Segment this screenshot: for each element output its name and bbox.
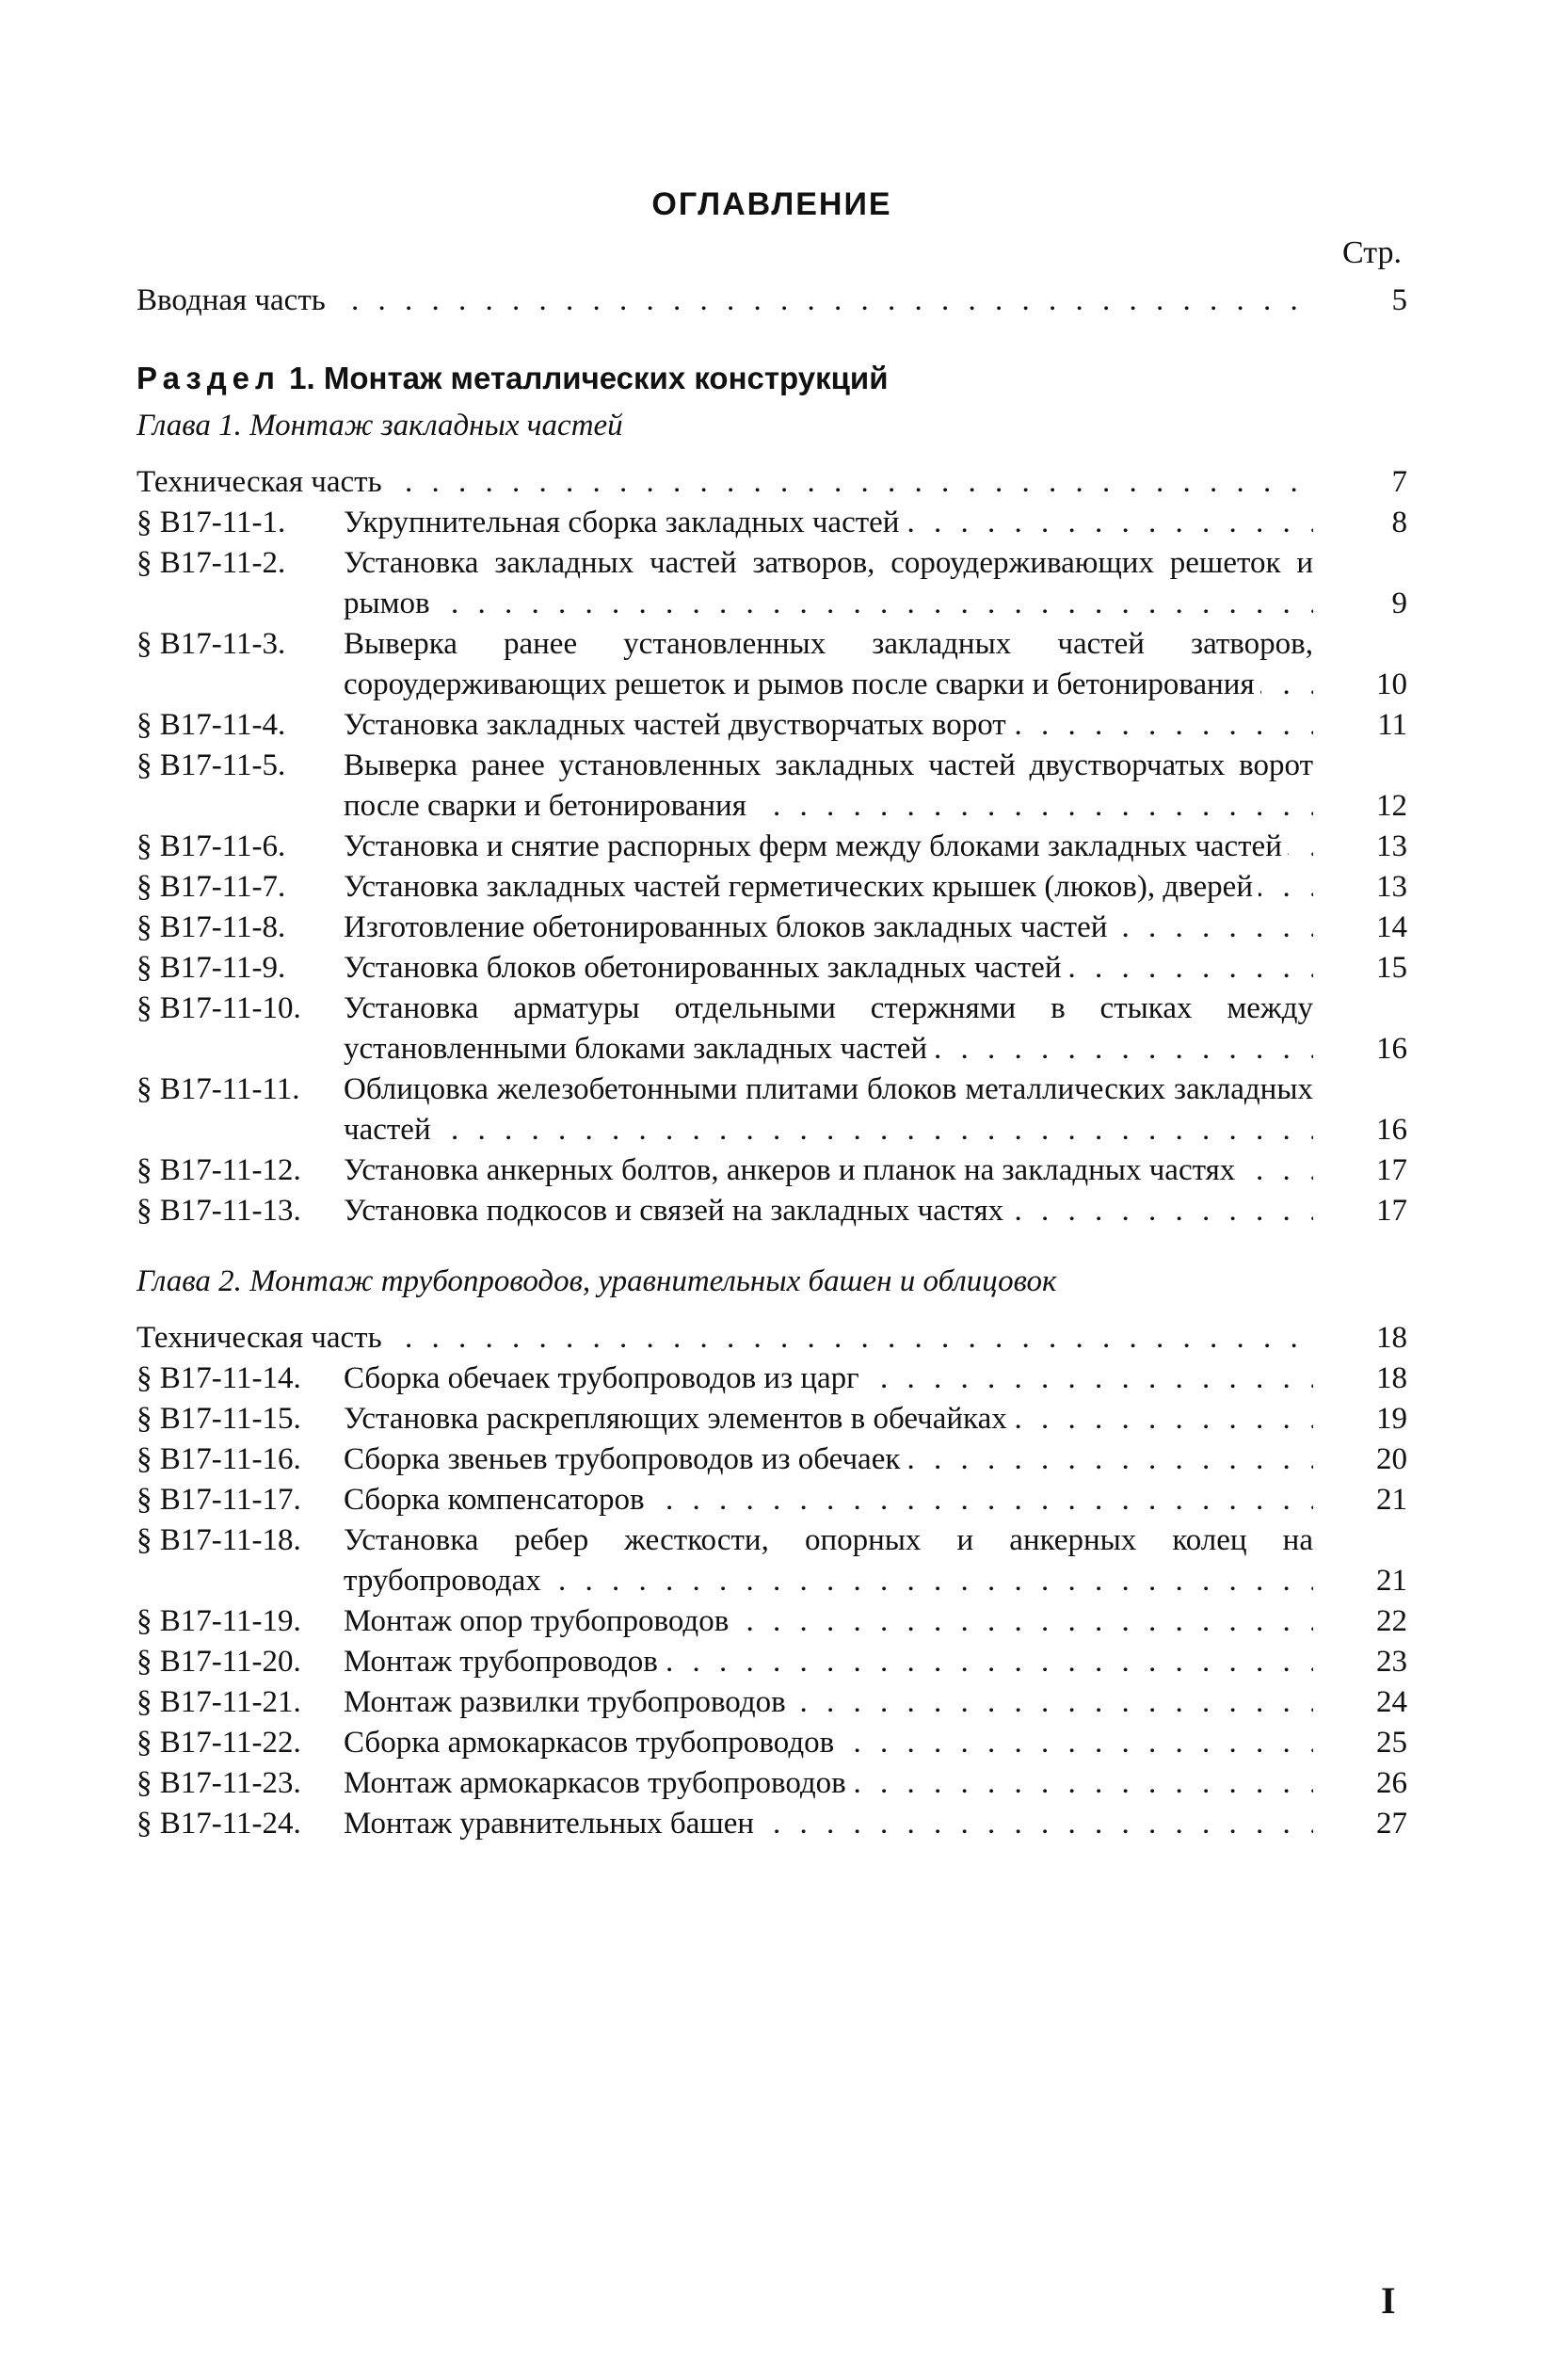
- toc-entry-text: Техническая часть . . .: [136, 462, 1313, 503]
- toc-page-number: 15: [1376, 951, 1407, 985]
- toc-section-code: § В17-11-19.: [136, 1604, 301, 1638]
- toc-entry-text: Сборка армокаркасов трубопроводов . . .: [344, 1723, 1313, 1763]
- toc-page-number: 18: [1376, 1361, 1407, 1395]
- toc-entry-text: Установка раскрепляющих элементов в обечайках . . .: [344, 1399, 1313, 1439]
- toc-page-number: 19: [1376, 1402, 1407, 1436]
- toc-page-number: 20: [1376, 1442, 1407, 1476]
- toc-page-number: 12: [1376, 789, 1407, 823]
- toc-row[interactable]: [136, 1804, 1407, 1844]
- toc-row[interactable]: [136, 543, 1407, 624]
- toc-row[interactable]: [136, 989, 1407, 1069]
- chapter-2-list: [136, 1359, 1407, 1844]
- chapter-heading-1: Глава 1. Монтаж закладных частей: [136, 409, 623, 442]
- toc-row-ch2-tech[interactable]: [136, 1318, 1407, 1359]
- toc-page-number: 27: [1376, 1807, 1407, 1841]
- toc-page-number: 21: [1376, 1483, 1407, 1517]
- chapter-1-list: [136, 503, 1407, 1231]
- toc-section-code: § В17-11-1.: [136, 506, 286, 539]
- toc-section-code: § В17-11-22.: [136, 1726, 301, 1760]
- toc-section-code: § В17-11-5.: [136, 748, 286, 782]
- toc-entry-text: Установка анкерных болтов, анкеров и планок на закладных частях . . .: [344, 1150, 1313, 1191]
- toc-row[interactable]: [136, 1763, 1407, 1804]
- toc-page-number: 18: [1376, 1321, 1407, 1355]
- toc-page-number: 5: [1391, 283, 1407, 317]
- toc-row[interactable]: [136, 705, 1407, 746]
- section-heading: [136, 361, 1407, 404]
- chapter-heading-2: Глава 2. Монтаж трубопроводов, уравнительных башен и облицовок: [136, 1264, 1057, 1298]
- section-title: Монтаж металлических конструкций: [323, 361, 889, 395]
- toc-row[interactable]: [136, 1150, 1407, 1191]
- toc-row[interactable]: [136, 827, 1407, 867]
- toc-row[interactable]: [136, 1069, 1407, 1150]
- toc-row[interactable]: [136, 1723, 1407, 1763]
- toc-section-code: § В17-11-8.: [136, 910, 286, 944]
- toc-section-code: § В17-11-7.: [136, 870, 286, 904]
- toc-page-number: 17: [1376, 1194, 1407, 1228]
- toc-entry-text: Техническая часть . . .: [136, 1318, 1313, 1359]
- toc-row[interactable]: [136, 908, 1407, 948]
- toc-page-number: 17: [1376, 1153, 1407, 1187]
- toc-section-code: § В17-11-24.: [136, 1807, 301, 1841]
- toc-row[interactable]: [136, 503, 1407, 543]
- toc-entry-text: Вводная часть . . .: [136, 281, 1313, 321]
- toc-page-number: 13: [1376, 870, 1407, 904]
- toc-row[interactable]: [136, 1439, 1407, 1480]
- toc-row[interactable]: [136, 1480, 1407, 1520]
- toc-page-number: 8: [1391, 506, 1407, 539]
- toc-row[interactable]: [136, 1359, 1407, 1399]
- toc-entry-text: Облицовка железобетонными плитами блоков металлических закладных частей . . .: [344, 1069, 1313, 1150]
- toc-row[interactable]: [136, 624, 1407, 705]
- toc-row[interactable]: [136, 1601, 1407, 1642]
- toc-entry-text: Установка закладных частей двустворчатых ворот . . .: [344, 705, 1313, 746]
- toc-section-code: § В17-11-21.: [136, 1685, 301, 1719]
- toc-entry-text: Сборка компенсаторов . . .: [344, 1480, 1313, 1520]
- toc-entry-text: Монтаж опор трубопроводов . . .: [344, 1601, 1313, 1642]
- toc-entry-text: Установка блоков обетонированных закладных частей . . .: [344, 948, 1313, 989]
- toc-entry-text: Установка и снятие распорных ферм между блоками закладных частей . . .: [344, 827, 1313, 867]
- toc-row[interactable]: [136, 948, 1407, 989]
- toc-entry-text: Выверка ранее установленных закладных частей затворов, сороудерживающих решеток и рымов после сварки и бетонирования . . .: [344, 624, 1313, 705]
- toc-entry-text: Установка арматуры отдельными стержнями в стыках между установленными блоками закладных частей . . .: [344, 989, 1313, 1069]
- toc-page-number: 26: [1376, 1766, 1407, 1800]
- toc-page-number: 21: [1376, 1564, 1407, 1598]
- toc-entry-text: Монтаж уравнительных башен . . .: [344, 1804, 1313, 1844]
- toc-row[interactable]: [136, 1520, 1407, 1601]
- toc-entry-text: Установка закладных частей затворов, сороудерживающих решеток и рымов . . .: [344, 543, 1313, 624]
- toc-section-code: § В17-11-17.: [136, 1483, 301, 1517]
- toc-page-number: 7: [1391, 465, 1407, 499]
- toc-section-code: § В17-11-11.: [136, 1072, 300, 1106]
- toc-entry-text: Изготовление обетонированных блоков закладных частей . . .: [344, 908, 1313, 948]
- toc-section-code: § В17-11-20.: [136, 1645, 301, 1679]
- toc-page-number: 13: [1376, 829, 1407, 863]
- toc-section-code: § В17-11-23.: [136, 1766, 301, 1800]
- toc-page-number: 24: [1376, 1685, 1407, 1719]
- page-column-label: Стр.: [1341, 235, 1402, 270]
- toc-section-code: § В17-11-18.: [136, 1523, 301, 1557]
- toc-page-number: 10: [1376, 667, 1407, 701]
- toc-entry-text: Монтаж трубопроводов . . .: [344, 1642, 1313, 1682]
- toc-page-number: 9: [1391, 587, 1407, 620]
- toc-section-code: § В17-11-13.: [136, 1194, 301, 1228]
- toc-entry-text: Сборка звеньев трубопроводов из обечаек . . .: [344, 1439, 1313, 1480]
- toc-section-code: § В17-11-12.: [136, 1153, 301, 1187]
- toc-section-code: § В17-11-6.: [136, 829, 286, 863]
- toc-entry-text: Монтаж армокаркасов трубопроводов . . .: [344, 1763, 1313, 1804]
- toc-page-number: 14: [1376, 910, 1407, 944]
- toc-section-code: § В17-11-16.: [136, 1442, 301, 1476]
- toc-section-code: § В17-11-9.: [136, 951, 286, 985]
- toc-page-number: 22: [1376, 1604, 1407, 1638]
- toc-row-intro[interactable]: [136, 281, 1407, 321]
- toc-entry-text: Сборка обечаек трубопроводов из царг . . .: [344, 1359, 1313, 1399]
- section-prefix: Раздел: [136, 361, 281, 395]
- toc-page-number: 11: [1377, 708, 1407, 742]
- toc-section-code: § В17-11-15.: [136, 1402, 301, 1436]
- footer-page-number: I: [1381, 2279, 1396, 2322]
- toc-row[interactable]: [136, 1682, 1407, 1723]
- toc-row[interactable]: [136, 746, 1407, 827]
- toc-row[interactable]: [136, 1191, 1407, 1231]
- toc-row[interactable]: [136, 1642, 1407, 1682]
- toc-page-number: 16: [1376, 1113, 1407, 1147]
- toc-entry-text: Установка подкосов и связей на закладных частях . . .: [344, 1191, 1313, 1231]
- toc-section-code: § В17-11-4.: [136, 708, 286, 742]
- toc-page-number: 16: [1376, 1032, 1407, 1066]
- toc-page: [136, 169, 1407, 1844]
- toc-entry-text: Установка закладных частей герметических крышек (люков), дверей . . .: [344, 867, 1313, 908]
- section-number: 1.: [289, 361, 315, 395]
- toc-entry-text: Выверка ранее установленных закладных частей двустворчатых ворот после сварки и бетонирования . . .: [344, 746, 1313, 827]
- toc-section-code: § В17-11-14.: [136, 1361, 301, 1395]
- toc-section-code: § В17-11-2.: [136, 546, 286, 580]
- toc-entry-text: Монтаж развилки трубопроводов . . .: [344, 1682, 1313, 1723]
- toc-section-code: § В17-11-10.: [136, 991, 301, 1025]
- page-title: ОГЛАВЛЕНИЕ: [651, 186, 892, 222]
- toc-row[interactable]: [136, 867, 1407, 908]
- toc-page-number: 25: [1376, 1726, 1407, 1760]
- toc-section-code: § В17-11-3.: [136, 627, 286, 661]
- toc-page-number: 23: [1376, 1645, 1407, 1679]
- toc-row-ch1-tech[interactable]: [136, 462, 1407, 503]
- toc-row[interactable]: [136, 1399, 1407, 1439]
- toc-entry-text: Установка ребер жесткости, опорных и анкерных колец на трубопроводах . . .: [344, 1520, 1313, 1601]
- toc-entry-text: Укрупнительная сборка закладных частей . . .: [344, 503, 1313, 543]
